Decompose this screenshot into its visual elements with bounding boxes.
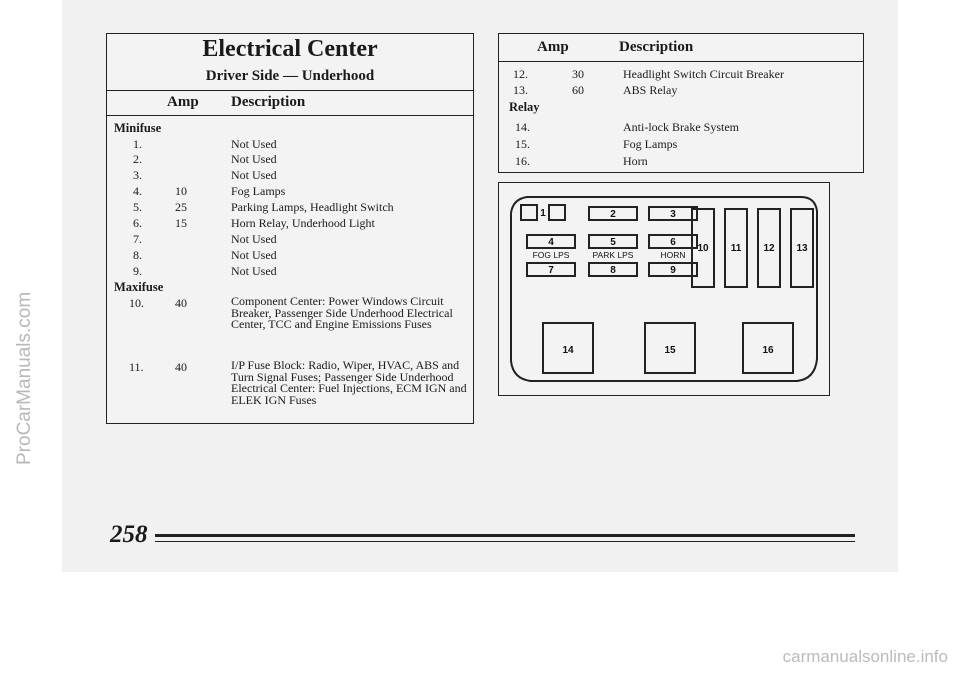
- fuse-slot-5-label: 5: [610, 237, 616, 248]
- fuse-slot-8-label: 8: [610, 265, 616, 276]
- section-maxifuse: Maxifuse: [114, 280, 164, 294]
- fuse-slot-3-label: 3: [670, 209, 676, 220]
- fuse-slot-4-label: 4: [548, 237, 554, 248]
- divider: [107, 90, 473, 91]
- fuse-slot-7-label: 7: [548, 265, 554, 276]
- col-header-description: Description: [231, 94, 306, 110]
- fuse-slot-1-label: 1: [540, 208, 546, 219]
- fuse-slot-9-label: 9: [670, 265, 676, 276]
- relay-slot-14-label: 14: [562, 345, 574, 356]
- divider: [107, 115, 473, 116]
- table-subtitle: Driver Side — Underhood: [205, 68, 375, 84]
- section-minifuse: Minifuse: [114, 121, 162, 135]
- bottom-watermark: carmanualsonline.info: [782, 647, 948, 666]
- section-relay: Relay: [509, 100, 540, 114]
- col-header-amp: Amp: [167, 94, 199, 110]
- park-lps-label: PARK LPS: [592, 250, 634, 260]
- maxifuse-slot-10-label: 10: [697, 243, 709, 254]
- fuse-slot-1-left: [521, 205, 537, 220]
- relay-slot-15-label: 15: [664, 345, 676, 356]
- electrical-center-table-continued: Amp Description 12. 30 Headlight Switch Circuit Breaker 13. 60 ABS Relay Relay 14. Anti-lock Brake System 15. Fog Lamps 16. Horn: [498, 33, 864, 173]
- page-number: 258: [110, 521, 148, 548]
- fuse-block-drawing: [499, 183, 829, 395]
- relay-slot-16-label: 16: [762, 345, 774, 356]
- fog-lps-label: FOG LPS: [532, 250, 570, 260]
- fuse-slot-1-right: [549, 205, 565, 220]
- col-header-description: Description: [619, 39, 694, 55]
- maxifuse-slot-12-label: 12: [763, 243, 775, 254]
- footer-rule-thin: [155, 541, 855, 542]
- table-title: Electrical Center: [202, 36, 378, 62]
- maxifuse-slot-11-label: 11: [730, 243, 742, 254]
- fuse-block-diagram: [498, 182, 830, 396]
- maxifuse-slot-13-label: 13: [796, 243, 808, 254]
- side-watermark: [6, 175, 42, 465]
- horn-label: HORN: [660, 250, 686, 260]
- fuse-slot-2-label: 2: [610, 209, 616, 220]
- electrical-center-table: Electrical Center Driver Side — Underhood Amp Description Minifuse 1. Not Used 2. Not Used 3. Not Used 4. 10 Fog Lamps 5. 25 Parking Lamps, Headlight Switch 6. 15 Horn Relay, Underhood Light 7. Not Used 8. Not Used 9. Not Used Maxifuse 10. 40 Component Center: Power Windows Circuit Breaker, Passenger Side Underhood Electrical Center, TCC and Engine Emissions Fuses 11. 40 I/P Fuse Block: Radio, Wiper, HVAC, ABS and Turn Signal Fuses; Passenger Side Underhood Electrical Center: Fuel Injections, ECM IGN and ELEK IGN Fuses: [106, 33, 474, 424]
- col-header-amp: Amp: [537, 39, 569, 55]
- fuse-slot-6-label: 6: [670, 237, 676, 248]
- footer-rule: [155, 534, 855, 537]
- divider: [499, 61, 863, 62]
- side-watermark-text: ProCarManuals.com: [14, 291, 35, 465]
